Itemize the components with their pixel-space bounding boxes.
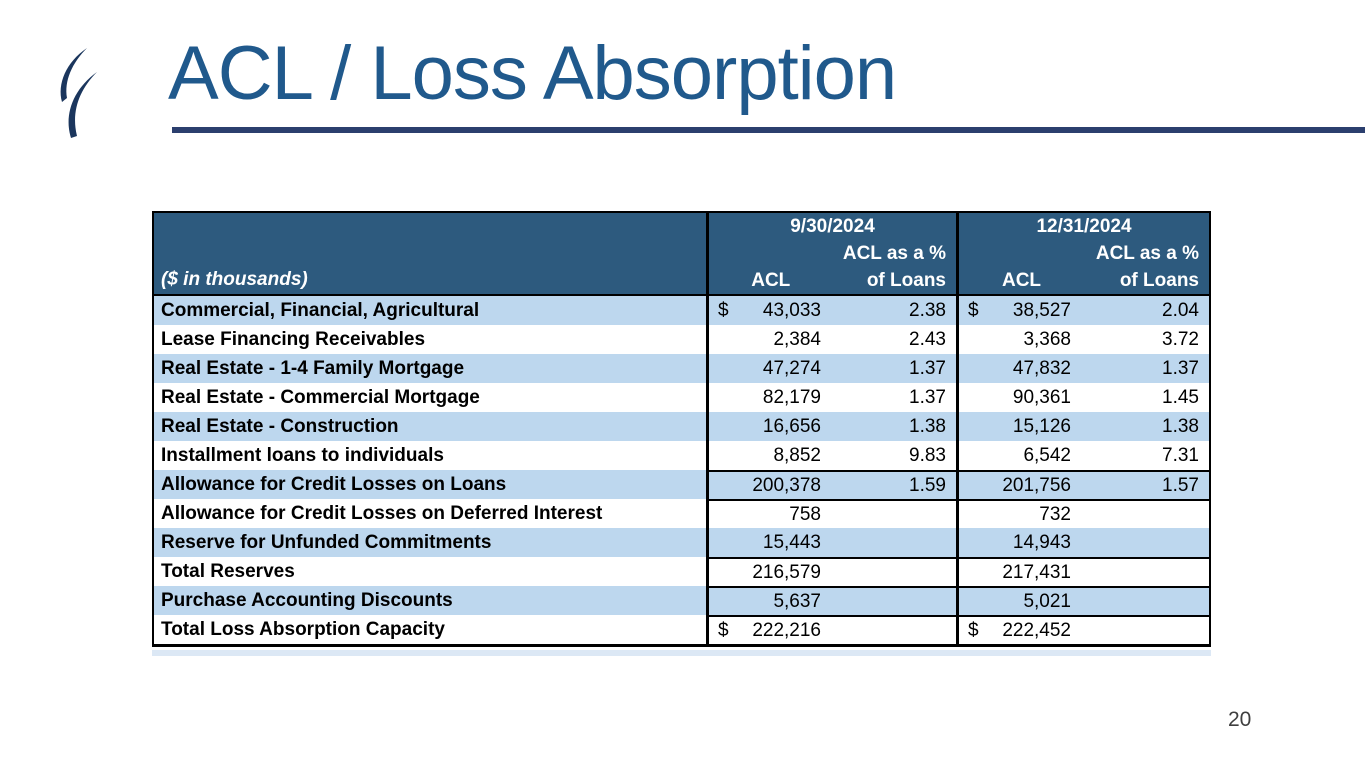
- header-date-q4: 12/31/2024: [1036, 216, 1132, 237]
- table-row: [154, 615, 1209, 644]
- pct-value-q4: 1.38: [1083, 412, 1209, 441]
- pct-value-q4: 1.37: [1083, 354, 1209, 383]
- acl-value-q3: $ 222,216: [706, 615, 833, 644]
- acl-value-q3: 15,443: [706, 528, 833, 557]
- row-label: Installment loans to individuals: [154, 441, 706, 470]
- header-pct-line1-q3: ACL as a %: [842, 243, 946, 264]
- dollar-sign: $: [968, 299, 979, 321]
- table-row: [154, 325, 1209, 354]
- acl-value-q4: $ 222,452: [956, 615, 1083, 644]
- table-row: [154, 383, 1209, 412]
- pct-value-q3: [833, 499, 956, 528]
- acl-value-q3: 16,656: [706, 412, 833, 441]
- pct-value-q3: 1.59: [833, 470, 956, 499]
- acl-value-q4: 201,756: [956, 470, 1083, 499]
- acl-value-q4: 14,943: [956, 528, 1083, 557]
- acl-value-q4: 732: [956, 499, 1083, 528]
- pct-value-q3: [833, 557, 956, 586]
- header-pct-line1-q4: ACL as a %: [1095, 243, 1199, 264]
- header-section-q4: [956, 213, 1209, 294]
- acl-value-q3: 47,274: [706, 354, 833, 383]
- header-pct-line2-q4: of Loans: [1119, 270, 1199, 291]
- acl-value-q3: 5,637: [706, 586, 833, 615]
- table-row: [154, 296, 1209, 325]
- row-label: Total Loss Absorption Capacity: [154, 615, 706, 644]
- pct-value-q4: 2.04: [1083, 296, 1209, 325]
- header-section-q3: [706, 213, 956, 294]
- acl-value-q3: 216,579: [706, 557, 833, 586]
- table-row: [154, 528, 1209, 557]
- pct-value-q3: 1.37: [833, 383, 956, 412]
- table-row: [154, 441, 1209, 470]
- row-label: Real Estate - Construction: [154, 412, 706, 441]
- pct-value-q4: [1083, 586, 1209, 615]
- header-sub-line-q3: [709, 267, 956, 294]
- pct-value-q4: 1.57: [1083, 470, 1209, 499]
- row-label: Allowance for Credit Losses on Loans: [154, 470, 706, 499]
- header-units-label: ($ in thousands): [161, 269, 308, 290]
- table-shadow-strip: [152, 650, 1211, 656]
- acl-value-q3: 82,179: [706, 383, 833, 412]
- pct-value-q4: [1083, 615, 1209, 644]
- pct-value-q4: 1.45: [1083, 383, 1209, 412]
- acl-value-q4: 6,542: [956, 441, 1083, 470]
- row-label: Allowance for Credit Losses on Deferred Interest: [154, 499, 706, 528]
- acl-value-q3: 2,384: [706, 325, 833, 354]
- pct-value-q3: 1.37: [833, 354, 956, 383]
- table-header: [154, 213, 1209, 296]
- acl-table: [152, 211, 1211, 647]
- pct-value-q4: [1083, 528, 1209, 557]
- header-pct-line2-q3: of Loans: [866, 270, 946, 291]
- row-label: Lease Financing Receivables: [154, 325, 706, 354]
- table-row: [154, 557, 1209, 586]
- dollar-sign: $: [968, 619, 979, 641]
- table-row: [154, 354, 1209, 383]
- header-date-q3: 9/30/2024: [790, 216, 875, 237]
- row-label: Real Estate - Commercial Mortgage: [154, 383, 706, 412]
- pct-value-q3: [833, 615, 956, 644]
- acl-value-q3: 200,378: [706, 470, 833, 499]
- acl-value-q4: 3,368: [956, 325, 1083, 354]
- row-label: Purchase Accounting Discounts: [154, 586, 706, 615]
- table-row: [154, 499, 1209, 528]
- pct-value-q3: [833, 528, 956, 557]
- dollar-sign: $: [718, 619, 729, 641]
- table-body: [154, 296, 1209, 644]
- table-row: [154, 470, 1209, 499]
- pct-value-q4: [1083, 499, 1209, 528]
- acl-value-q3: 8,852: [706, 441, 833, 470]
- dollar-sign: $: [718, 299, 729, 321]
- row-label: Total Reserves: [154, 557, 706, 586]
- table-row: [154, 412, 1209, 441]
- pct-value-q3: [833, 586, 956, 615]
- row-label: Reserve for Unfunded Commitments: [154, 528, 706, 557]
- header-sub-line-q4: [959, 267, 1209, 294]
- page-number: 20: [1228, 708, 1252, 731]
- acl-value-q4: 47,832: [956, 354, 1083, 383]
- pct-value-q4: [1083, 557, 1209, 586]
- pct-value-q3: 9.83: [833, 441, 956, 470]
- pct-value-q3: 2.38: [833, 296, 956, 325]
- title-underline: [172, 127, 1365, 133]
- acl-value-q4: 15,126: [956, 412, 1083, 441]
- table-row: [154, 586, 1209, 615]
- row-label: Real Estate - 1-4 Family Mortgage: [154, 354, 706, 383]
- acl-value-q4: 90,361: [956, 383, 1083, 412]
- row-label: Commercial, Financial, Agricultural: [154, 296, 706, 325]
- header-acl-label-q3: ACL: [751, 270, 791, 291]
- pct-value-q3: 1.38: [833, 412, 956, 441]
- pct-value-q4: 3.72: [1083, 325, 1209, 354]
- acl-value-q4: 217,431: [956, 557, 1083, 586]
- header-acl-label-q4: ACL: [1001, 270, 1042, 291]
- acl-value-q3: 758: [706, 499, 833, 528]
- page-title: ACL / Loss Absorption: [168, 31, 897, 116]
- acl-value-q4: $ 38,527: [956, 296, 1083, 325]
- pct-value-q3: 2.43: [833, 325, 956, 354]
- acl-value-q4: 5,021: [956, 586, 1083, 615]
- acl-value-q3: $ 43,033: [706, 296, 833, 325]
- pct-value-q4: 7.31: [1083, 441, 1209, 470]
- company-logo-swoosh-icon: [44, 48, 106, 138]
